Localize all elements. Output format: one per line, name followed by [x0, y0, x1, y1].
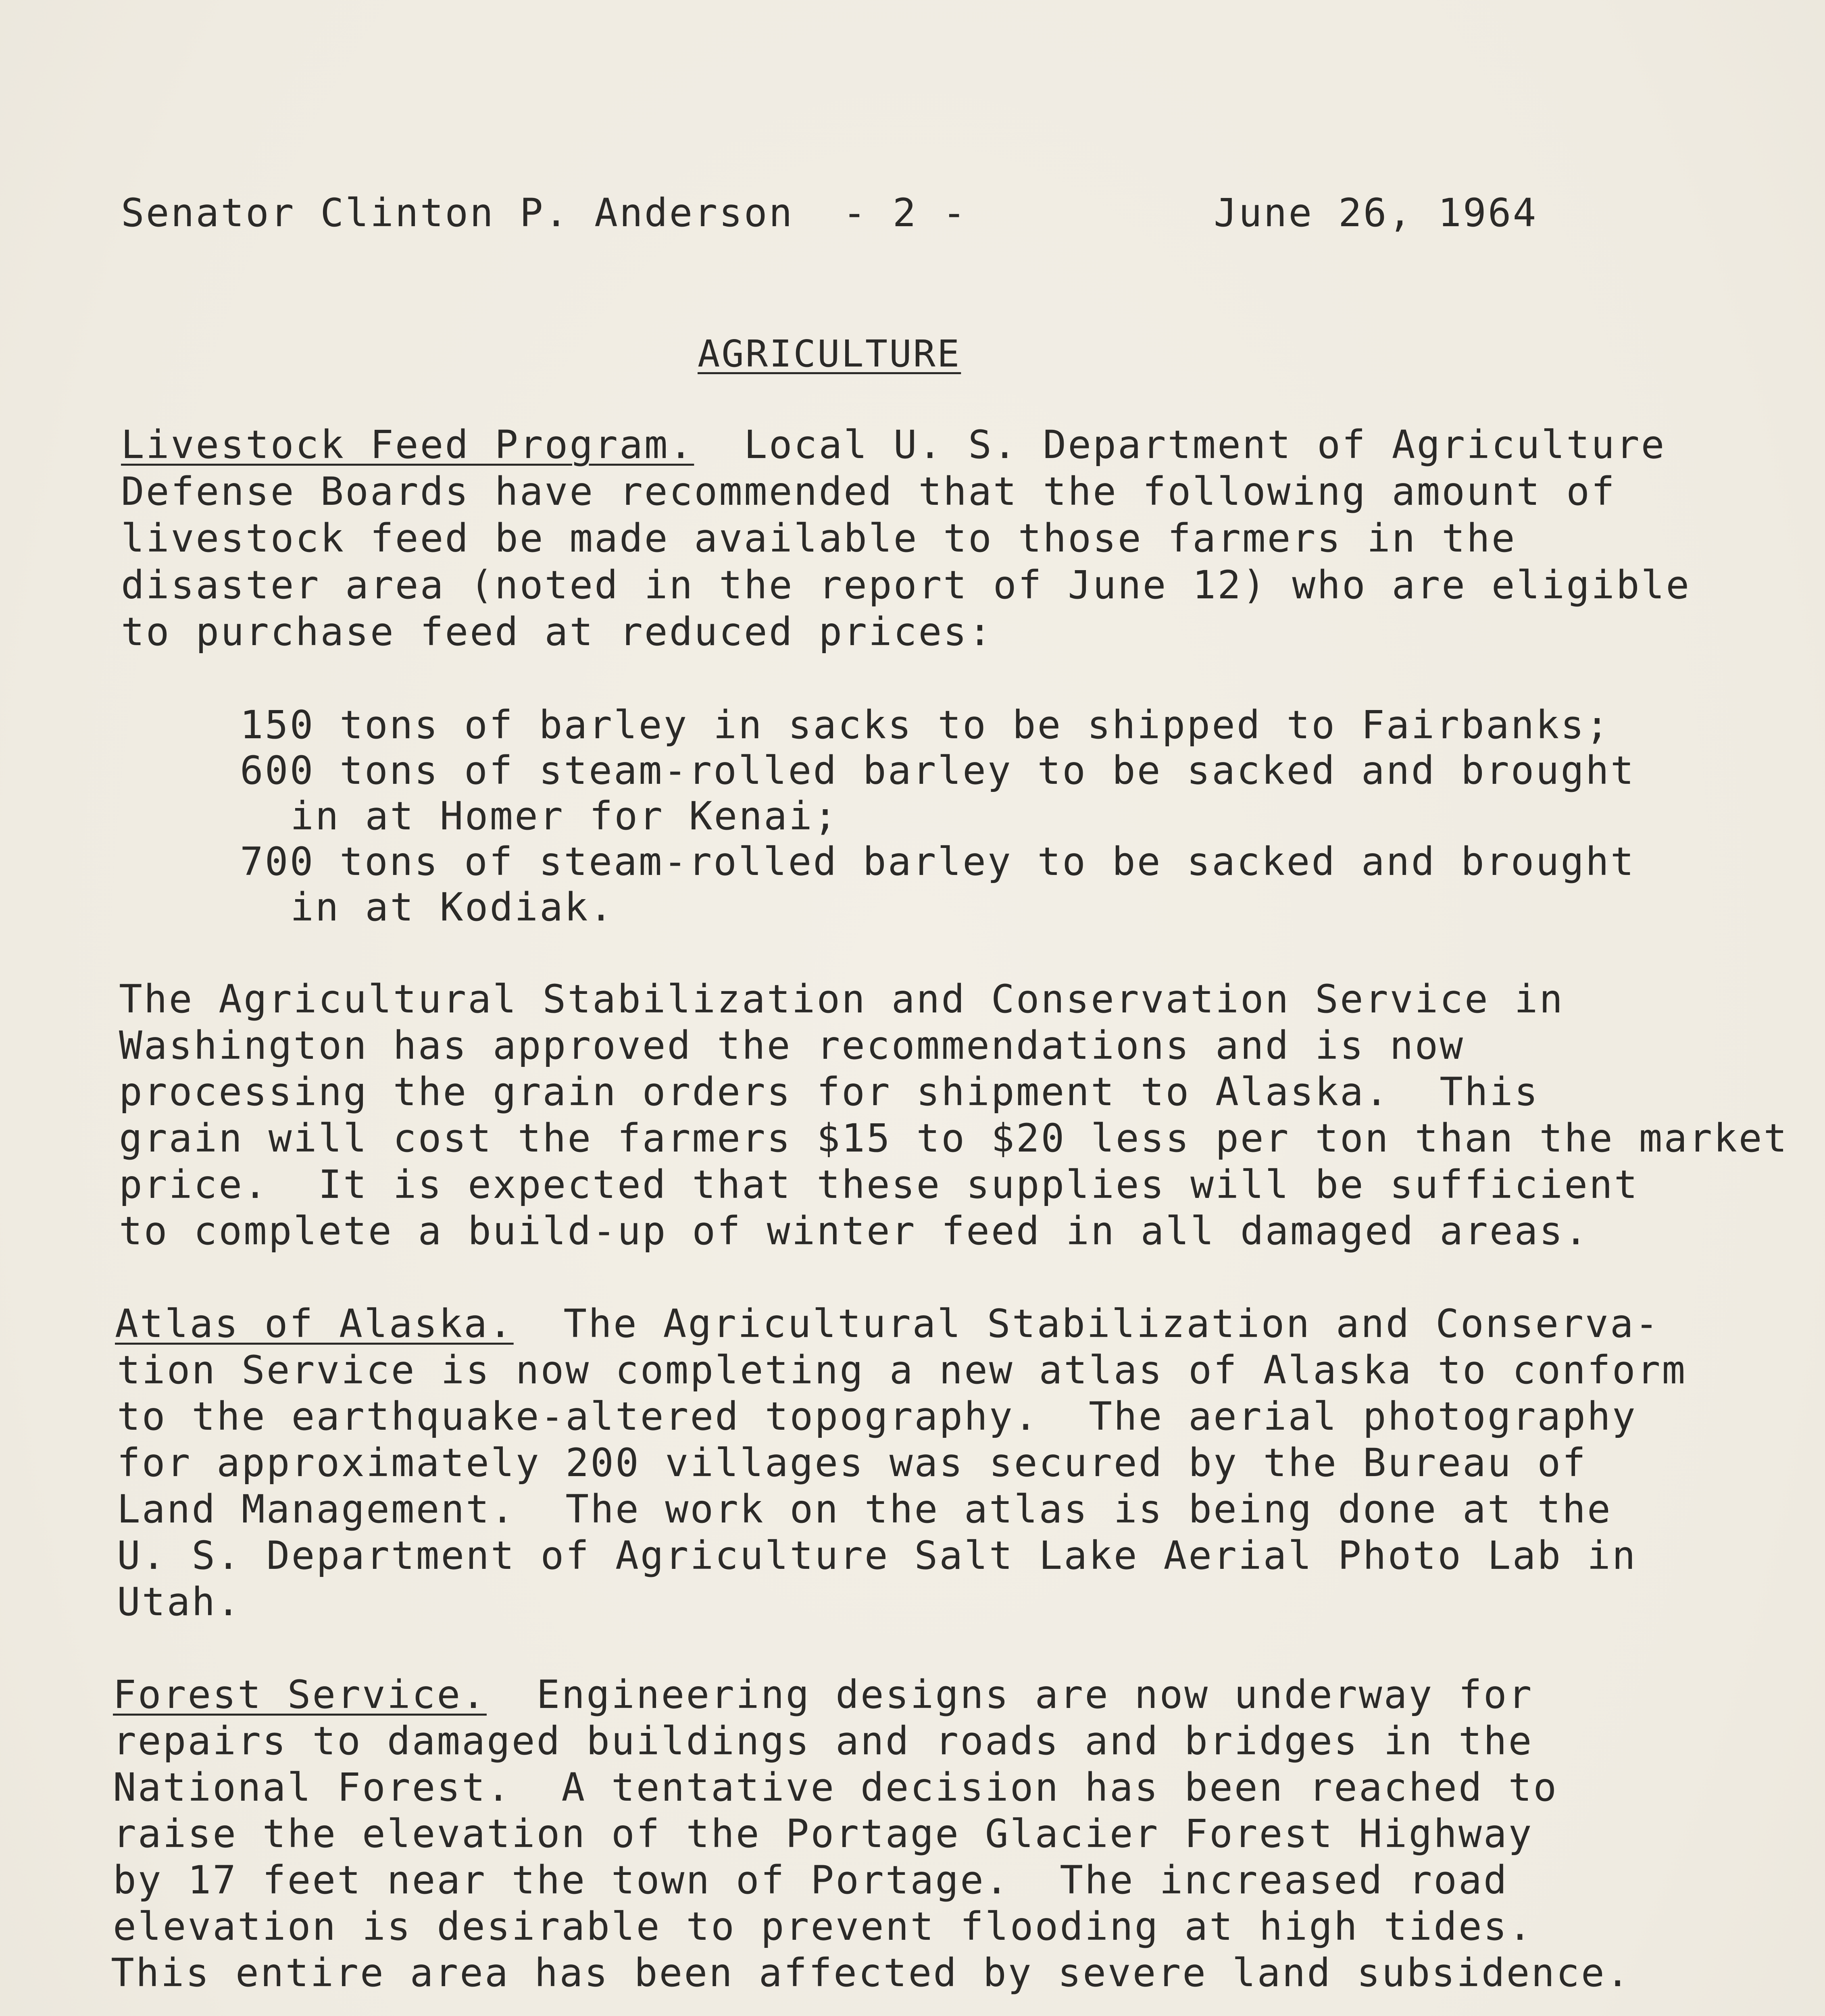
ascs-line-1: The Agricultural Stabilization and Conservation Service in: [119, 977, 1565, 1022]
ascs-line-2: Washington has approved the recommendations and is now: [119, 1023, 1465, 1068]
forest-text-2: repairs to damaged buildings and roads and bridges in the: [113, 1718, 1533, 1764]
forest-text-4: raise the elevation of the Portage Glacier Forest Highway: [113, 1811, 1533, 1856]
feed-item-3: 700 tons of steam-rolled barley to be sacked and brought: [240, 839, 1635, 884]
recipient: Senator Clinton P. Anderson: [121, 190, 794, 235]
atlas-text-2: tion Service is now completing a new atlas of Alaska to conform: [117, 1347, 1687, 1393]
feed-item-2: 600 tons of steam-rolled barley to be sacked and brought: [240, 748, 1635, 793]
forest-title: Forest Service.: [113, 1672, 487, 1717]
livestock-title: Livestock Feed Program.: [121, 422, 694, 467]
feed-item-2-cont: in at Homer for Kenai;: [290, 793, 839, 839]
atlas-text-4: for approximately 200 villages was secured by the Bureau of: [117, 1440, 1588, 1485]
forest-text-3: National Forest. A tentative decision has been reached to: [113, 1765, 1558, 1810]
atlas-text-5: Land Management. The work on the atlas is being done at the: [117, 1487, 1612, 1532]
ascs-line-3: processing the grain orders for shipment to Alaska. This: [119, 1069, 1540, 1114]
letter-date: June 26, 1964: [1214, 190, 1538, 235]
forest-line-1: [113, 1671, 1533, 1718]
livestock-text-5: to purchase feed at reduced prices:: [121, 609, 993, 654]
forest-text-7: This entire area has been affected by severe land subsidence.: [111, 1950, 1631, 1995]
atlas-text-7: Utah.: [117, 1579, 242, 1624]
livestock-text-2: Defense Boards have recommended that the following amount of: [121, 469, 1616, 514]
livestock-text-3: livestock feed be made available to those farmers in the: [121, 516, 1517, 561]
ascs-line-4: grain will cost the farmers $15 to $20 less per ton than the market: [119, 1116, 1789, 1161]
atlas-text-1: The Agricultural Stabilization and Conserva-: [563, 1301, 1660, 1346]
forest-text-6: elevation is desirable to prevent flooding at high tides.: [113, 1904, 1533, 1949]
ascs-line-5: price. It is expected that these supplies will be sufficient: [119, 1162, 1639, 1207]
livestock-text-1: Local U. S. Department of Agriculture: [744, 422, 1666, 467]
ascs-line-6: to complete a build-up of winter feed in all damaged areas.: [119, 1208, 1590, 1254]
atlas-text-6: U. S. Department of Agriculture Salt Lake Aerial Photo Lab in: [117, 1533, 1637, 1578]
forest-text-5: by 17 feet near the town of Portage. The increased road: [113, 1858, 1508, 1903]
atlas-title: Atlas of Alaska.: [115, 1301, 514, 1346]
page-number: - 2 -: [843, 190, 967, 235]
livestock-line-1: [121, 421, 1666, 468]
atlas-text-3: to the earthquake-altered topography. The aerial photography: [117, 1394, 1637, 1439]
feed-item-1: 150 tons of barley in sacks to be shipped to Fairbanks;: [240, 702, 1610, 748]
atlas-line-1: [115, 1300, 1660, 1347]
section-heading: AGRICULTURE: [698, 332, 961, 375]
forest-text-1: Engineering designs are now underway for: [536, 1672, 1533, 1717]
feed-item-3-cont: in at Kodiak.: [290, 885, 615, 930]
livestock-text-4: disaster area (noted in the report of June 12) who are eligible: [121, 562, 1691, 608]
